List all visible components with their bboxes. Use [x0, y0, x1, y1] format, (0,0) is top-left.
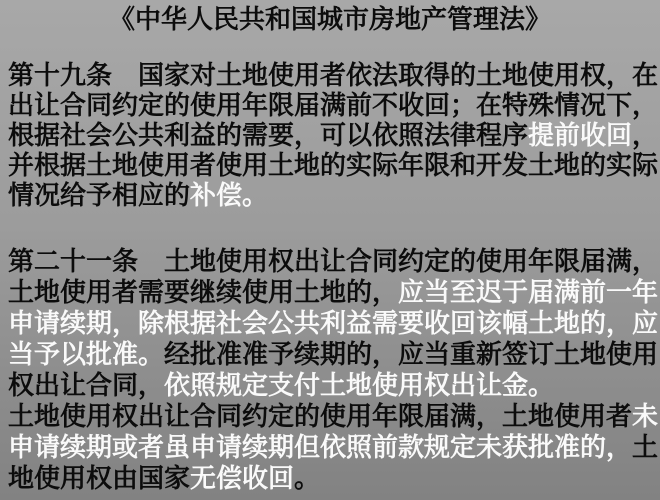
text-line [8, 339, 659, 370]
text-segment: 第二十一条 土地使用权出让合同约定的使用年限届满， [8, 246, 659, 276]
highlighted-text-segment: 申请续期，除根据社会公共利益需要收回该幅土地的，应 [8, 308, 659, 338]
text-segment: 土地使用者需要继续使用土地的， [8, 277, 399, 307]
highlighted-text-segment: 依照规定支付土地使用权出让金。 [164, 370, 555, 400]
text-segment: 权出让合同， [8, 370, 165, 400]
text-segment: 土地使用权出让合同约定的使用年限届满，土地使用者 [8, 401, 633, 431]
text-line [8, 463, 656, 494]
text-segment: 并根据土地使用者使用土地的实际年限和开发土地的实际 [8, 150, 659, 180]
law-title: 《中华人民共和国城市房地产管理法》 [108, 4, 551, 34]
article-19 [8, 60, 659, 210]
text-line [8, 370, 656, 401]
highlighted-text-segment: 补偿。 [190, 180, 269, 210]
text-line [8, 60, 659, 90]
text-line [8, 432, 659, 463]
text-line [8, 246, 659, 277]
highlighted-text-segment: 未 [632, 401, 659, 431]
text-line [8, 120, 659, 150]
text-segment: 出让合同约定的使用年限届满前不收回；在特殊情况下， [8, 90, 659, 120]
text-segment: 经批准准予续期的，应当重新签订土地使用 [164, 339, 659, 369]
text-line [8, 308, 659, 339]
text-segment: 根据社会公共利益的需要，可以依照法律程序 [8, 120, 529, 150]
highlighted-text-segment: 提前收回 [528, 120, 633, 150]
highlighted-text-segment: 当予以批准。 [8, 339, 165, 369]
text-segment: 地使用权由国家 [8, 463, 191, 493]
highlighted-text-segment: 申请续期或者虽申请续期但依照前款规定未获批准的， [8, 432, 633, 462]
article-21 [8, 246, 659, 494]
text-segment: 土 [632, 432, 659, 462]
text-line [8, 401, 659, 432]
highlighted-text-segment: 无偿收回 [190, 463, 295, 493]
text-line [8, 180, 656, 210]
text-line [8, 90, 659, 120]
text-line [8, 277, 659, 308]
text-line [8, 150, 659, 180]
text-segment: ， [632, 120, 659, 150]
text-segment: 情况给予相应的 [8, 180, 191, 210]
highlighted-text-segment: 应当至迟于届满前一年 [398, 277, 659, 307]
text-segment: 。 [294, 463, 321, 493]
text-segment: 第十九条 国家对土地使用者依法取得的土地使用权，在 [8, 60, 659, 90]
